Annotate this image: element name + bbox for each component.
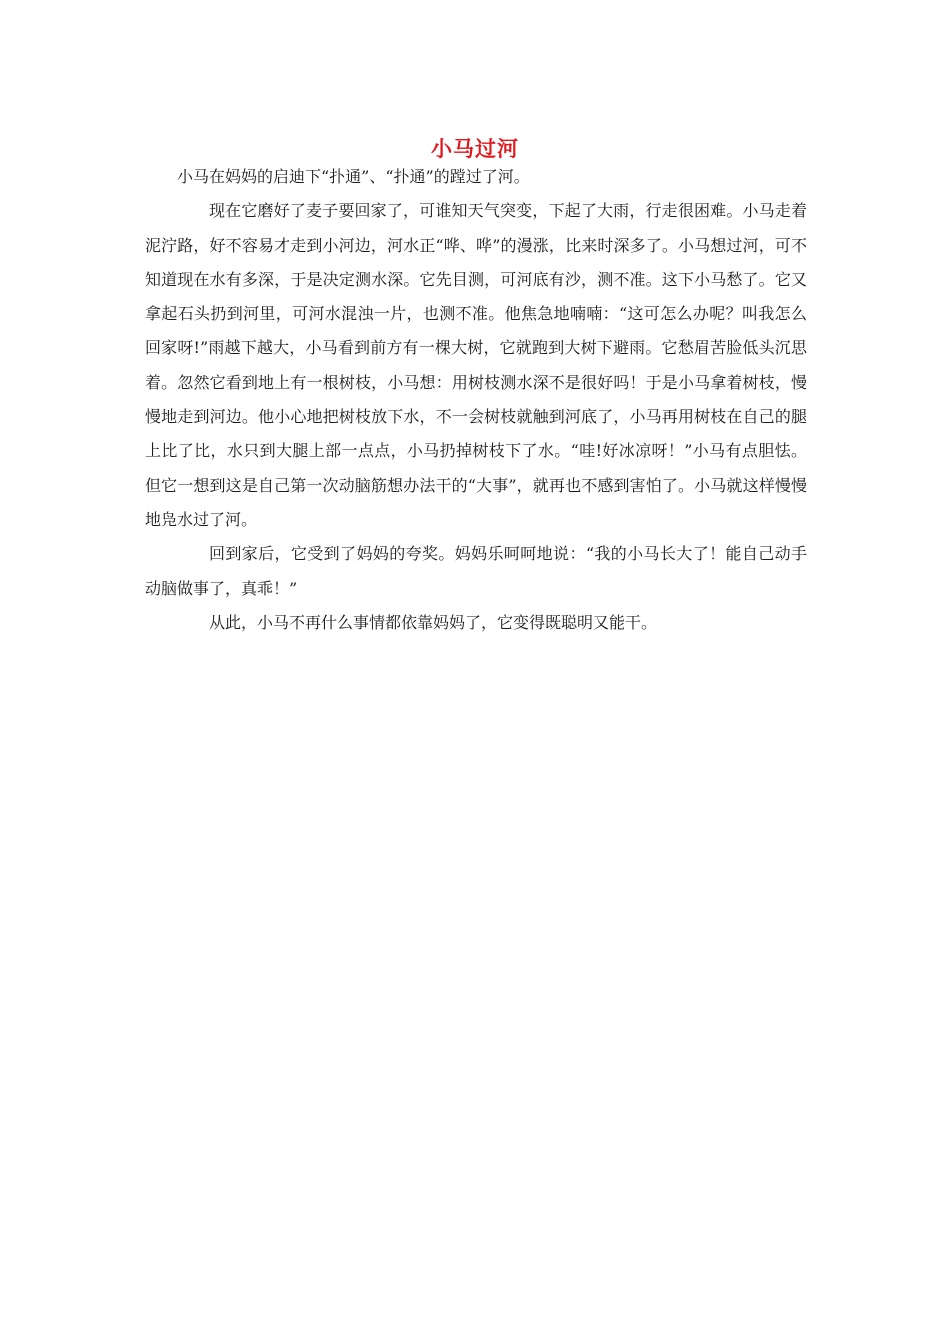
paragraph-3: 回到家后，它受到了妈妈的夸奖。妈妈乐呵呵地说：“我的小马长大了！能自己动手动脑做事了，真乖！”	[145, 544, 807, 598]
paragraph-2: 现在它磨好了麦子要回家了，可谁知天气突变，下起了大雨，行走很困难。小马走着泥泞路，好不容易才走到小河边，河水正“哗、哗”的漫涨，比来时深多了。小马想过河，可不知道现在水有多深，于是决定测水深。它先目测，可河底有沙，测不准。这下小马愁了。它又拿起石头扔到河里，可河水混浊一片，也测不准。他焦急地喃喃：“这可怎么办呢？叫我怎么回家呀!”雨越下越大，小马看到前方有一棵大树，它就跑到大树下避雨。它愁眉苦脸低头沉思着。忽然它看到地上有一根树枝，小马想：用树枝测水深不是很好吗！于是小马拿着树枝，慢慢地走到河边。他小心地把树枝放下水，不一会树枝就触到河底了，小马再用树枝在自己的腿上比了比，水只到大腿上部一点点，小马扔掉树枝下了水。“哇!好冰凉呀！”小马有点胆怯。但它一想到这是自己第一次动脑筋想办法干的“大事”，就再也不感到害怕了。小马就这样慢慢地凫水过了河。	[145, 201, 807, 529]
document-body	[145, 160, 807, 640]
paragraph-1: 小马在妈妈的启迪下“扑通”、“扑通”的蹚过了河。	[177, 167, 530, 186]
page-title: 小马过河	[431, 136, 519, 162]
paragraph-4: 从此，小马不再什么事情都依靠妈妈了，它变得既聪明又能干。	[209, 612, 658, 632]
